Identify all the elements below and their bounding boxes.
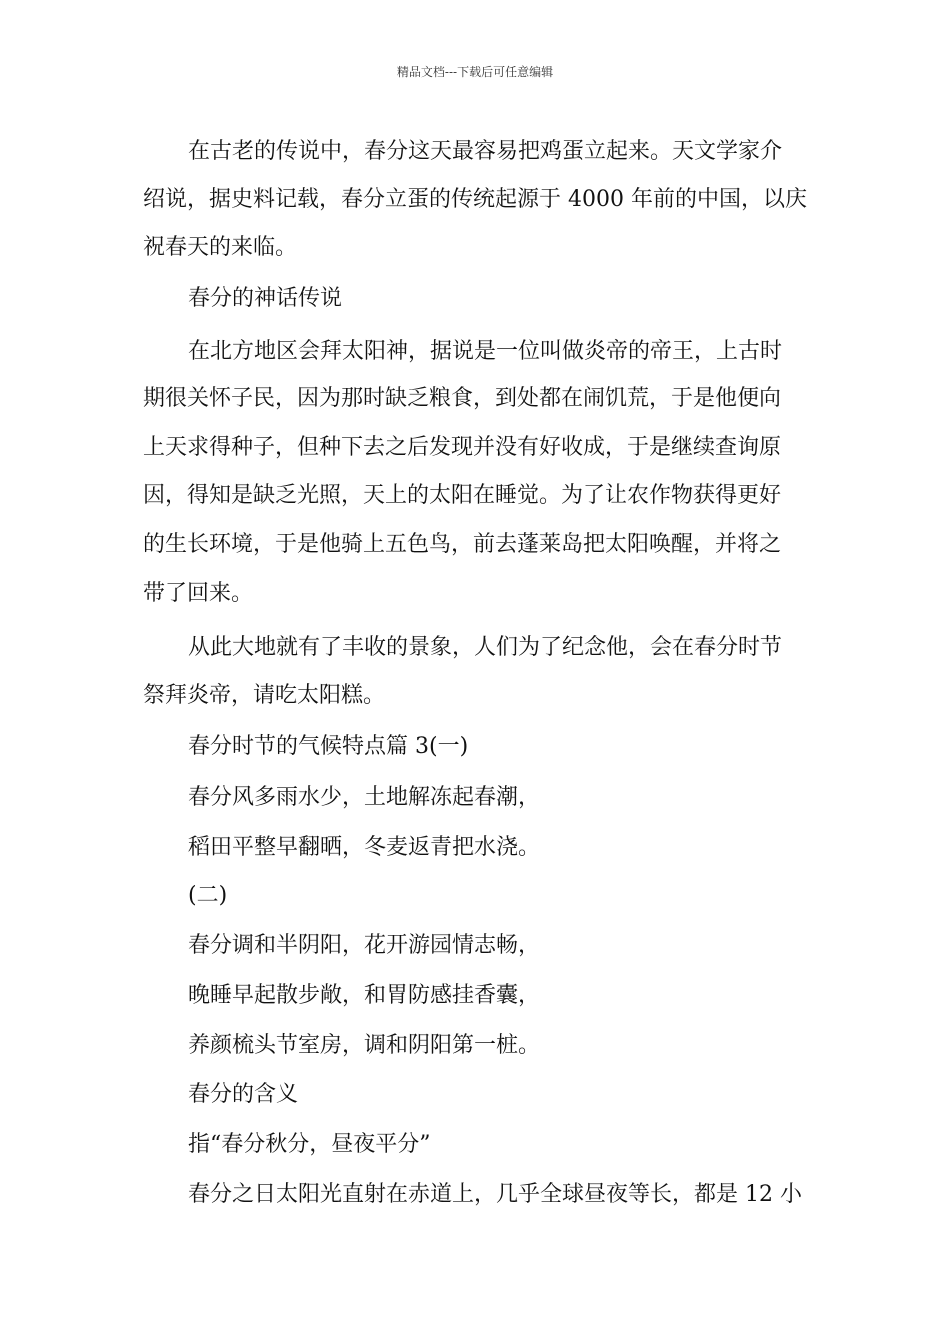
section-heading: 春分的含义 xyxy=(188,1082,299,1107)
paragraph-line: 祭拜炎帝，请吃太阳糕。 xyxy=(143,683,386,708)
paragraph-line: 指“春分秋分，昼夜平分” xyxy=(188,1132,431,1157)
verse-heading: (二) xyxy=(188,883,228,908)
verse-line: 春分调和半阴阳，花开游园情志畅， xyxy=(188,933,541,958)
verse-line: 养颜梳头节室房，调和阴阳第一桩。 xyxy=(188,1033,541,1058)
paragraph-line: 带了回来。 xyxy=(143,581,254,606)
paragraph-line: 春分之日太阳光直射在赤道上，几乎全球昼夜等长，都是 12 小 xyxy=(188,1182,802,1207)
paragraph-line: 从此大地就有了丰收的景象，人们为了纪念他，会在春分时节 xyxy=(188,635,783,660)
paragraph-line: 期很关怀子民，因为那时缺乏粮食，到处都在闹饥荒，于是他便向 xyxy=(143,386,782,411)
paragraph-line: 上天求得种子，但种下去之后发现并没有好收成，于是继续查询原 xyxy=(143,435,782,460)
paragraph-line: 的生长环境，于是他骑上五色鸟，前去蓬莱岛把太阳唤醒，并将之 xyxy=(143,532,782,557)
section-heading: 春分时节的气候特点篇 3(一) xyxy=(188,734,469,759)
section-heading: 春分的神话传说 xyxy=(188,286,343,311)
verse-line: 晚睡早起散步敞，和胃防感挂香囊， xyxy=(188,983,541,1008)
paragraph-line: 因，得知是缺乏光照，天上的太阳在睡觉。为了让农作物获得更好 xyxy=(143,483,782,508)
paragraph-line: 在北方地区会拜太阳神，据说是一位叫做炎帝的帝王，上古时 xyxy=(188,339,783,364)
paragraph-line: 绍说，据史料记载，春分立蛋的传统起源于 4000 年前的中国，以庆 xyxy=(143,187,807,212)
paragraph-line: 祝春天的来临。 xyxy=(143,235,298,260)
paragraph-line: 在古老的传说中，春分这天最容易把鸡蛋立起来。天文学家介 xyxy=(188,139,783,164)
verse-line: 春分风多雨水少，土地解冻起春潮， xyxy=(188,785,541,810)
page-header: 精品文档---下载后可任意编辑 xyxy=(396,65,554,79)
verse-line: 稻田平整早翻晒，冬麦返青把水浇。 xyxy=(188,835,541,860)
